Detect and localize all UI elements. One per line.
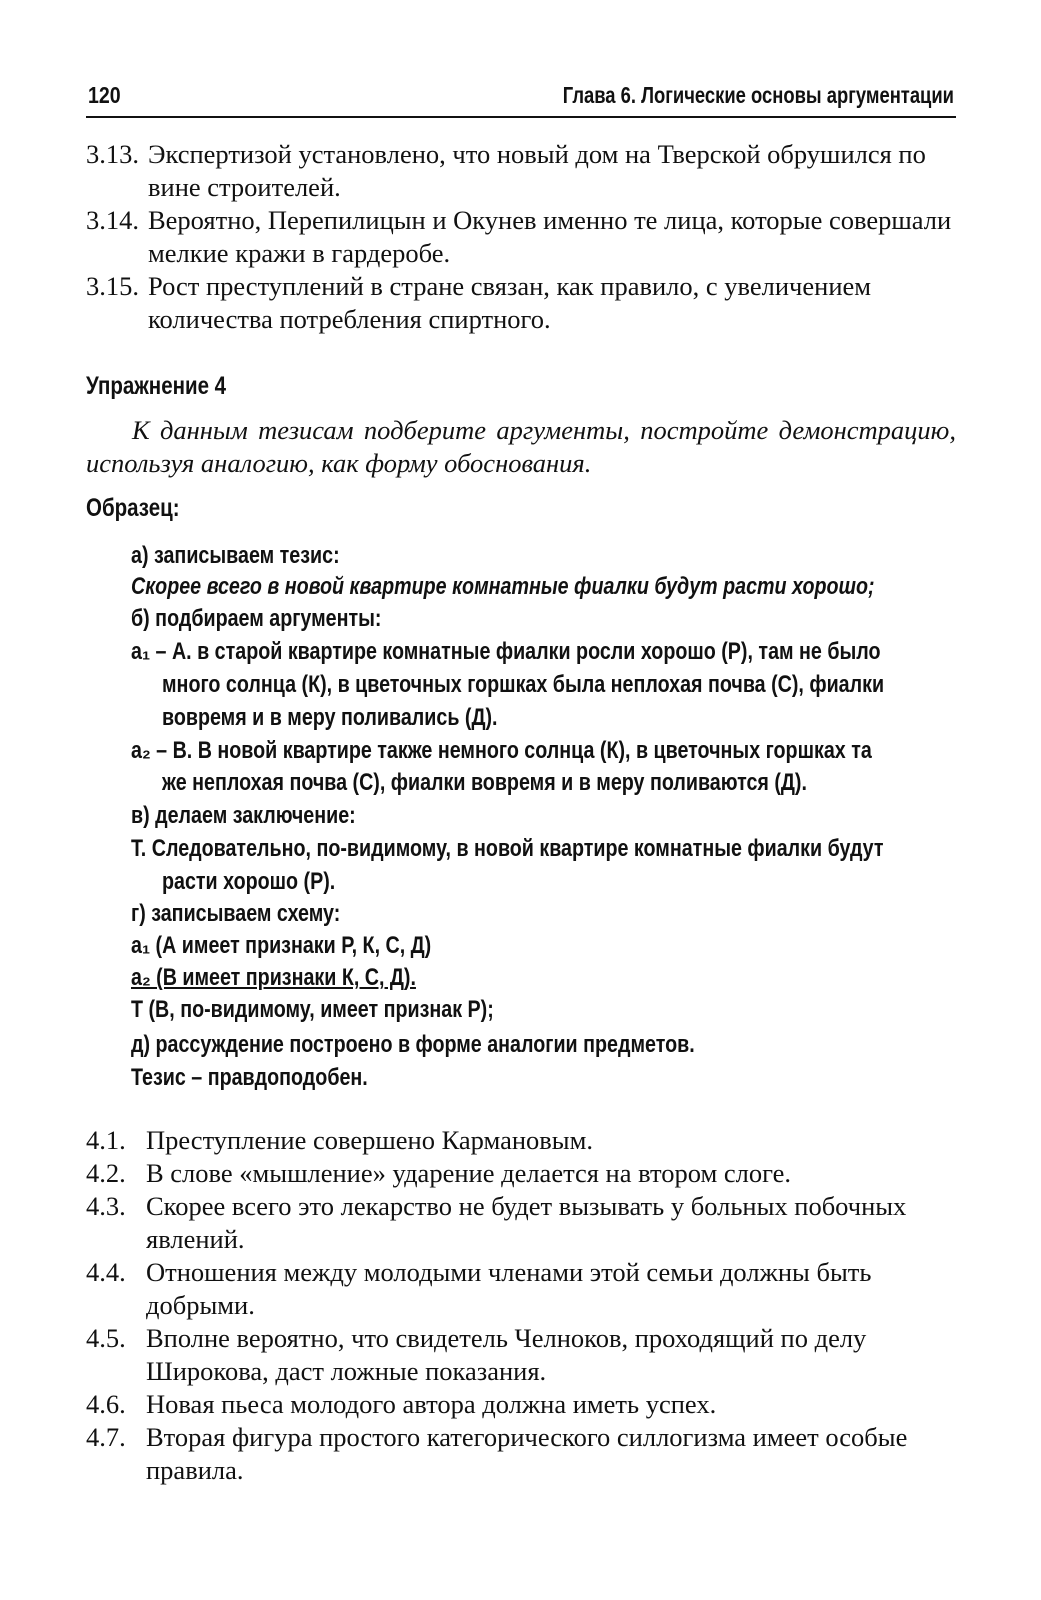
list-item: 3.13. Экспертизой установлено, что новый дом на Тверской обрушился по вине строителей. bbox=[86, 139, 926, 202]
page-number: 120 bbox=[88, 82, 121, 108]
exercise-title: Упражнение 4 bbox=[86, 372, 227, 400]
step-b: б) подбираем аргументы: bbox=[131, 605, 382, 632]
running-title: Глава 6. Логические основы аргументации bbox=[562, 82, 954, 108]
list-item: 4.3. Скорее всего это лекарство не будет вызывать у больных побочных явлений. bbox=[86, 1191, 907, 1254]
step-a: а) записываем тезис: bbox=[131, 542, 340, 569]
conclusion-line-2: расти хорошо (Р). bbox=[162, 868, 336, 895]
list-item: 4.5. Вполне вероятно, что свидетель Челноков, проходящий по делу Широкова, даст ложные показания. bbox=[86, 1323, 867, 1386]
sample-conclusion: Тезис – правдоподобен. bbox=[131, 1064, 368, 1091]
exercise-task: К данным тезисам подберите аргументы, постройте демонстрацию, используя аналогию, как форму обоснования. bbox=[86, 415, 956, 478]
argument-a2-line-1: а₂ – В. В новой квартире также немного солнца (К), в цветочных горшках та bbox=[131, 737, 872, 764]
list-item: 4.2. В слове «мышление» ударение делается на втором слоге. bbox=[86, 1158, 791, 1188]
argument-a1-line-3: вовремя и в меру поливались (Д). bbox=[162, 704, 498, 731]
list-item: 3.15. Рост преступлений в стране связан, как правило, с увеличением количества потребления спиртного. bbox=[86, 271, 872, 334]
scheme-line-3: Т (В, по-видимому, имеет признак Р); bbox=[131, 996, 494, 1023]
argument-a2-line-2: же неплохая почва (С), фиалки вовремя и в меру поливаются (Д). bbox=[162, 769, 807, 796]
list-item: 4.1. Преступление совершено Кармановым. bbox=[86, 1125, 594, 1155]
argument-a1-line-2: много солнца (К), в цветочных горшках была неплохая почва (С), фиалки bbox=[162, 671, 885, 698]
step-g: г) записываем схему: bbox=[131, 900, 341, 927]
sample-thesis: Скорее всего в новой квартире комнатные фиалки будут расти хорошо; bbox=[131, 573, 875, 600]
list-item: 4.4. Отношения между молодыми членами этой семьи должны быть добрыми. bbox=[86, 1257, 872, 1320]
conclusion-line-1: Т. Следовательно, по-видимому, в новой квартире комнатные фиалки будут bbox=[131, 835, 884, 862]
list-item: 3.14. Вероятно, Перепилицын и Окунев именно те лица, которые совершали мелкие кражи в гардеробе. bbox=[86, 205, 952, 268]
list-item: 4.7. Вторая фигура простого категорического силлогизма имеет особые правила. bbox=[86, 1422, 908, 1485]
sample-label: Образец: bbox=[86, 494, 180, 522]
items-3-list bbox=[86, 138, 956, 336]
list-item: 4.6. Новая пьеса молодого автора должна иметь успех. bbox=[86, 1389, 717, 1419]
argument-a1-line-1: а₁ – А. в старой квартире комнатные фиалки росли хорошо (Р), там не было bbox=[131, 638, 881, 665]
step-v: в) делаем заключение: bbox=[131, 802, 356, 829]
scheme-line-2: а₂ (В имеет признаки К, С, Д). bbox=[131, 964, 416, 991]
page-header bbox=[86, 76, 956, 118]
scheme-line-1: а₁ (А имеет признаки Р, К, С, Д) bbox=[131, 932, 432, 959]
step-d: д) рассуждение построено в форме аналогии предметов. bbox=[131, 1031, 695, 1058]
items-4-list bbox=[86, 1124, 956, 1487]
